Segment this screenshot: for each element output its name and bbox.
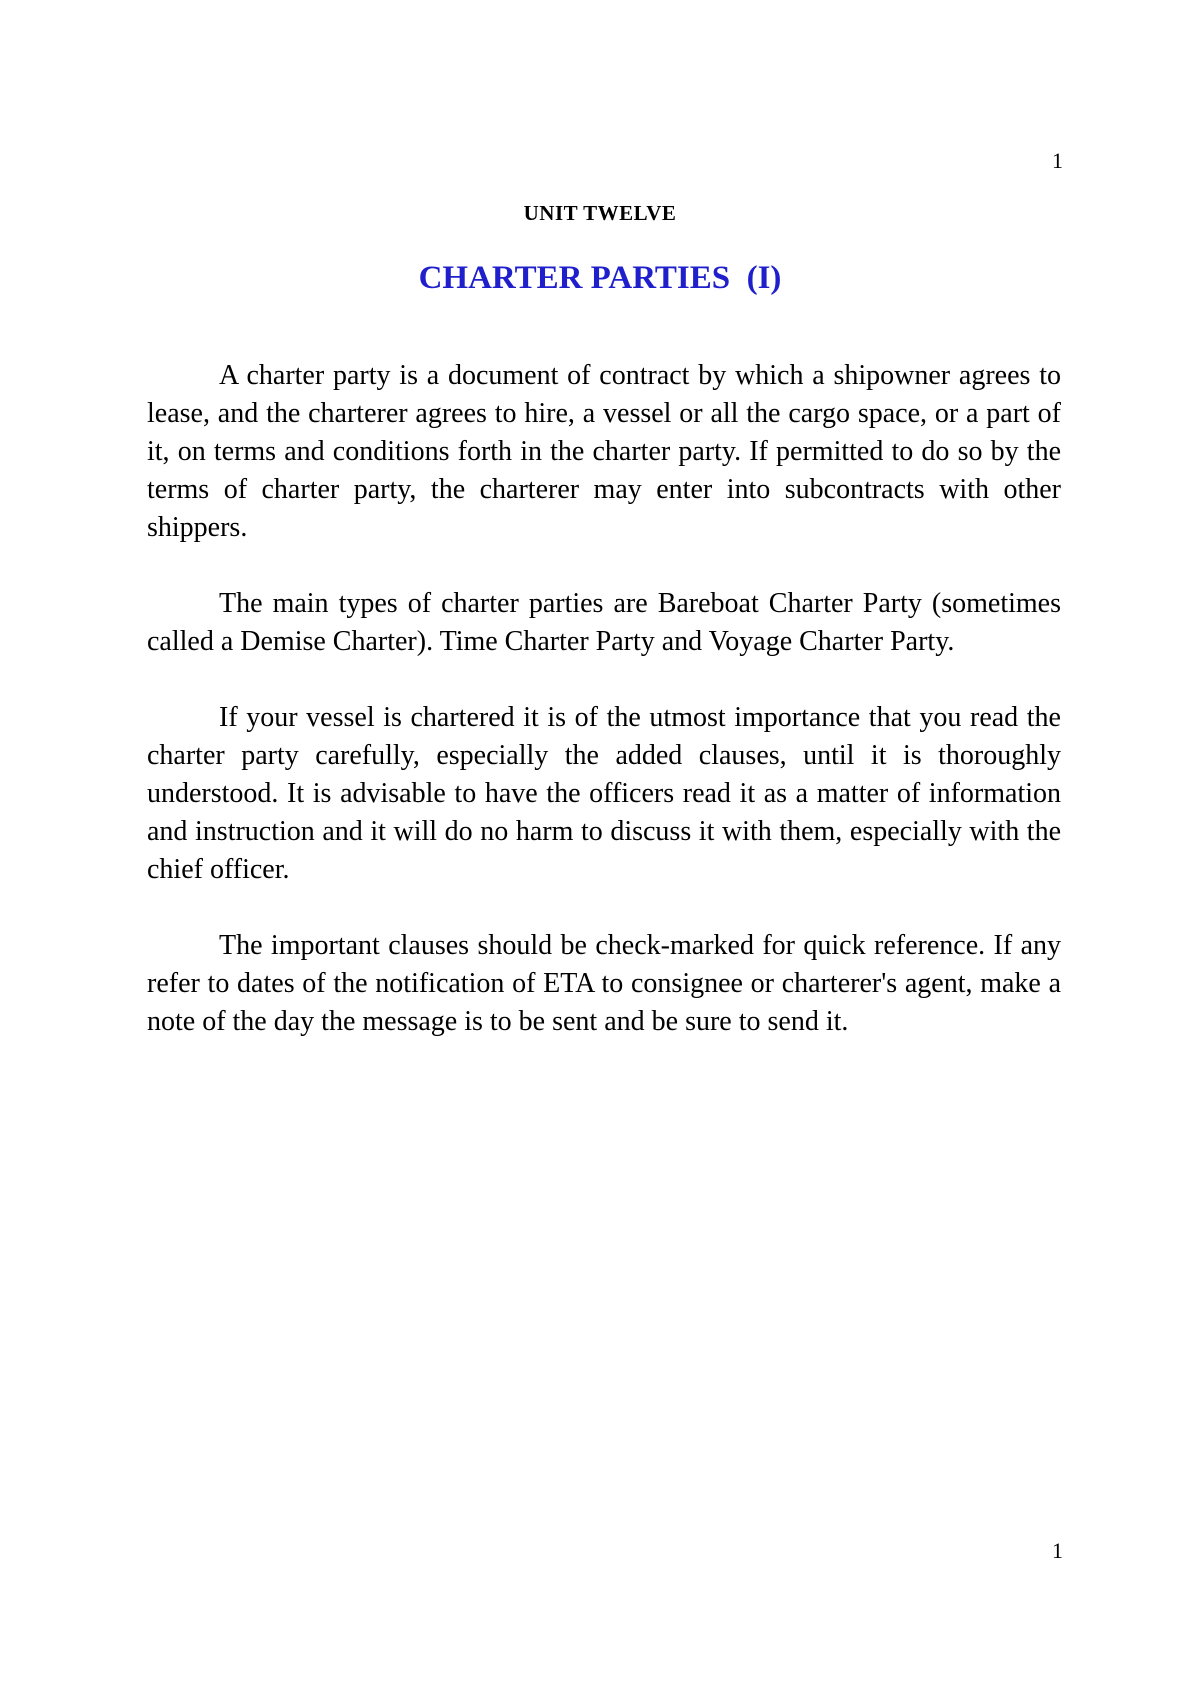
unit-label: UNIT TWELVE	[523, 201, 677, 225]
footer-page-number: 1	[1052, 1538, 1063, 1563]
paragraph-2: The main types of charter parties are Bareboat Charter Party (sometimes called a Demise Charter). Time Charter Party and Voyage Charter Party.	[147, 588, 1061, 657]
paragraph-3: If your vessel is chartered it is of the utmost importance that you read the charter party carefully, especially the added clauses, until it is thoroughly understood. It is advisable to have the officers read it as a matter of information and instruction and it will do no harm to discuss it with them, especially with the chief officer.	[147, 702, 1061, 885]
paragraph-1: A charter party is a document of contract by which a shipowner agrees to lease, and the charterer agrees to hire, a vessel or all the cargo space, or a part of it, on terms and conditions forth in the charter party. If permitted to do so by the terms of charter party, the charterer may enter into subcontracts with other shippers.	[147, 360, 1061, 543]
header-page-number: 1	[1052, 148, 1063, 173]
paragraph-4: The important clauses should be check-marked for quick reference. If any refer to dates of the notification of ETA to consignee or charterer's agent, make a note of the day the message is to be sent and be sure to send it.	[147, 930, 1061, 1037]
chapter-title: CHARTER PARTIES (I)	[418, 260, 782, 296]
body-text	[147, 357, 1061, 1079]
